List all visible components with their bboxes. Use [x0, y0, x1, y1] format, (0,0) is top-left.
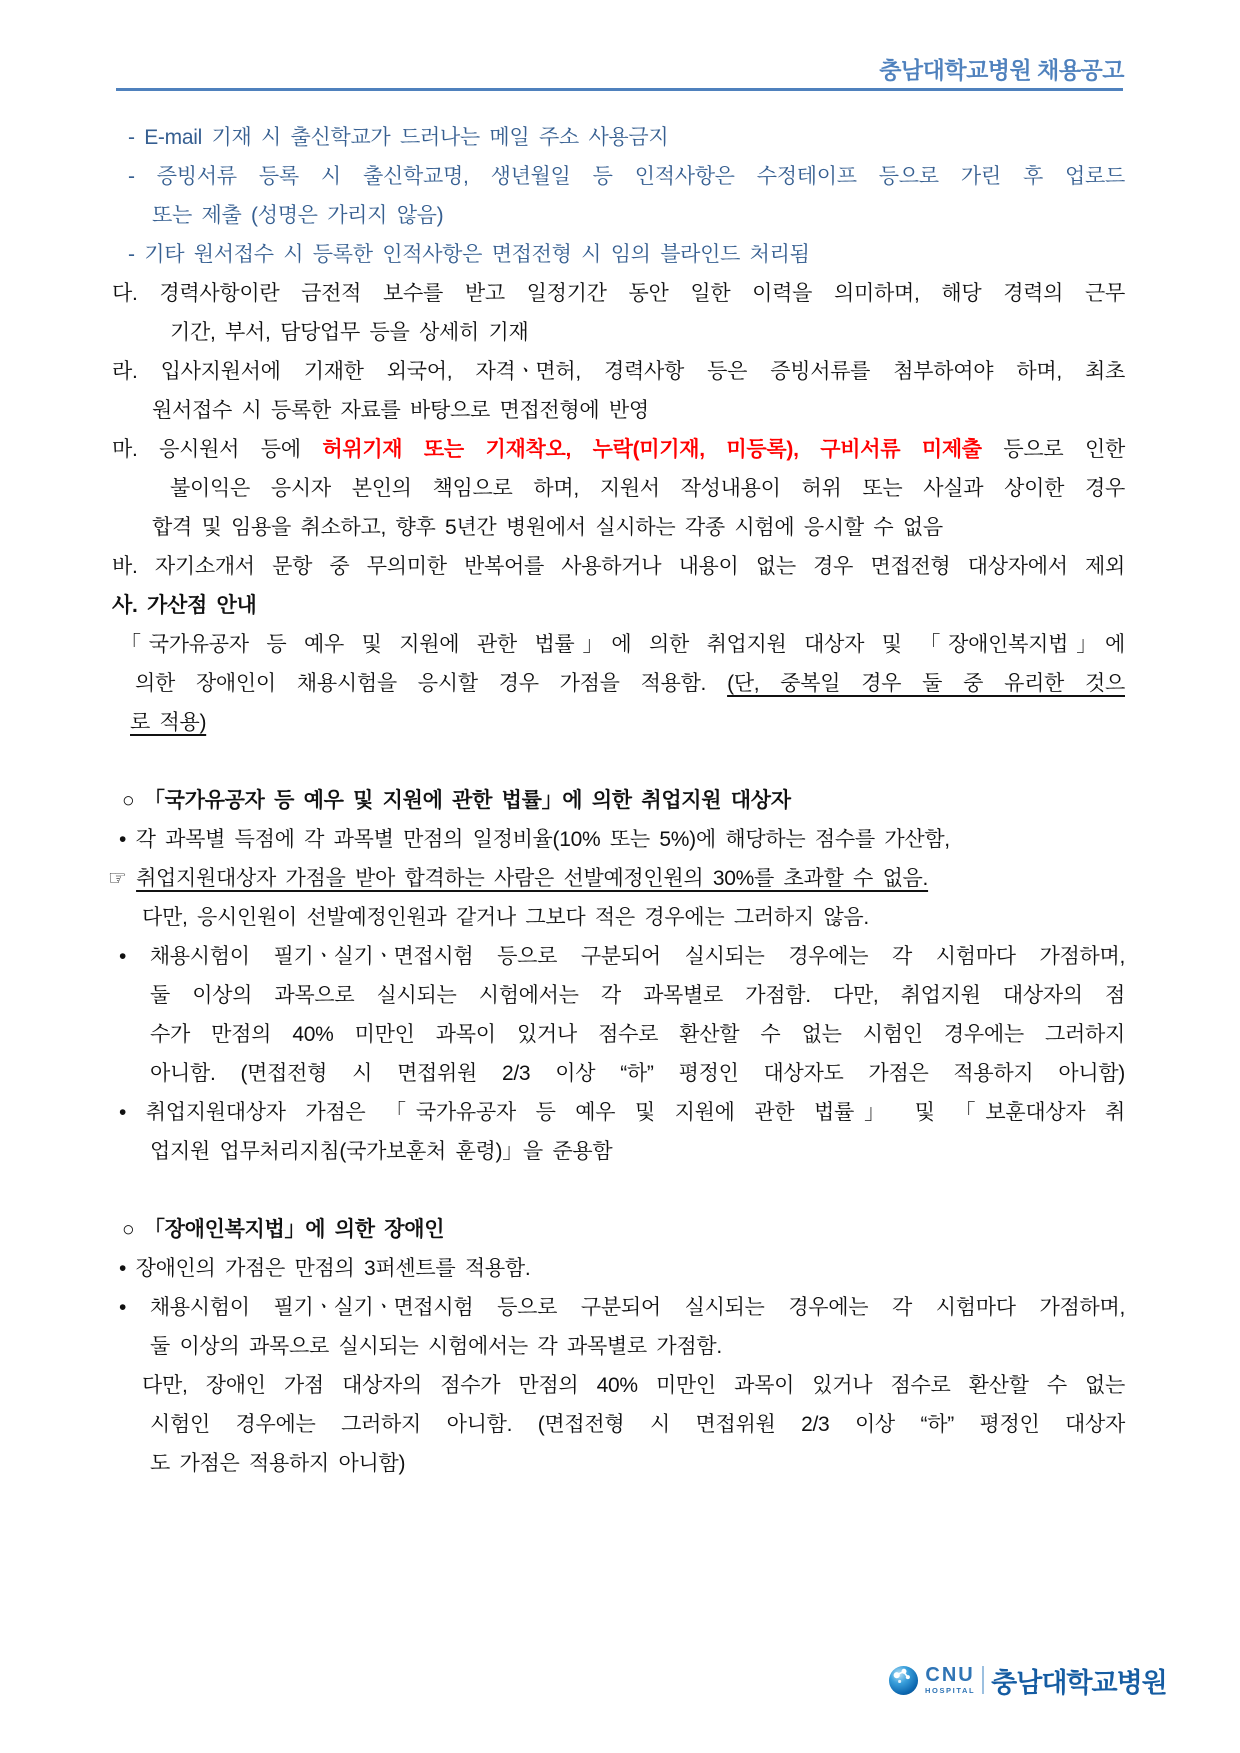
doc-text: 합격 및 임용을 취소하고, 향후 5년간 병원에서 실시하는 각종 시험에 응시할 수 없음 — [152, 516, 943, 539]
doc-line — [0, 235, 1240, 274]
cnu-text-block — [925, 1665, 975, 1695]
doc-line — [0, 1093, 1240, 1132]
doc-line — [0, 469, 1240, 508]
doc-line — [0, 937, 1240, 976]
cnu-abbr-label: CNU — [925, 1664, 975, 1687]
doc-line — [0, 313, 1240, 352]
doc-text: 수가 만점의 40% 미만인 과목이 있거나 점수로 환산할 수 없는 시험인 경우에는 그러하지 — [150, 1023, 1125, 1046]
hospital-name-label: 충남대학교병원 — [991, 1667, 1167, 1698]
doc-line — [0, 586, 1240, 625]
doc-text: • 채용시험이 필기ㆍ실기ㆍ면접시험 등으로 구분되어 실시되는 경우에는 각 시험마다 가점하며, — [119, 945, 1125, 968]
doc-line — [0, 1054, 1240, 1093]
doc-text: - 증빙서류 등록 시 출신학교명, 생년월일 등 인적사항은 수정테이프 등으로 가린 후 업로드 — [128, 165, 1125, 188]
doc-line — [0, 1132, 1240, 1171]
doc-text: 기간, 부서, 담당업무 등을 상세히 기재 — [170, 321, 529, 344]
doc-text: • 장애인의 가점은 만점의 3퍼센트를 적용함. — [119, 1257, 531, 1280]
doc-text: - E-mail 기재 시 출신학교가 드러나는 메일 주소 사용금지 — [128, 126, 669, 149]
doc-text: 마. 응시원서 등에 — [112, 438, 323, 461]
doc-text: ☞ — [108, 867, 137, 890]
doc-text: ○ 「장애인복지법」에 의한 장애인 — [122, 1218, 445, 1241]
doc-line — [0, 1015, 1240, 1054]
doc-text: • 채용시험이 필기ㆍ실기ㆍ면접시험 등으로 구분되어 실시되는 경우에는 각 시험마다 가점하며, — [119, 1296, 1125, 1319]
doc-line — [0, 1210, 1240, 1249]
doc-line — [0, 1171, 1240, 1210]
doc-text: ○ 「국가유공자 등 예우 및 지원에 관한 법률」에 의한 취업지원 대상자 — [122, 789, 791, 812]
doc-line — [0, 1366, 1240, 1405]
doc-line — [0, 664, 1240, 703]
doc-line — [0, 352, 1240, 391]
doc-text: • 각 과목별 득점에 각 과목별 만점의 일정비율(10% 또는 5%)에 해당하는 점수를 가산함, — [119, 828, 950, 851]
doc-text: 아니함. (면접전형 시 면접위원 2/3 이상 “하” 평정인 대상자도 가점은 적용하지 아니함) — [150, 1062, 1125, 1085]
doc-text: 사. 가산점 안내 — [112, 594, 257, 617]
doc-line — [0, 1327, 1240, 1366]
doc-line — [0, 1288, 1240, 1327]
doc-line — [0, 898, 1240, 937]
doc-line — [0, 391, 1240, 430]
document-body — [0, 118, 1240, 1483]
doc-text: 바. 자기소개서 문항 중 무의미한 반복어를 사용하거나 내용이 없는 경우 면접전형 대상자에서 제외 — [112, 555, 1125, 578]
doc-text: 「국가유공자 등 예우 및 지원에 관한 법률」에 의한 취업지원 대상자 및 「장애인복지법」에 — [120, 633, 1125, 656]
doc-text: 다. 경력사항이란 금전적 보수를 받고 일정기간 동안 일한 이력을 의미하며, 해당 경력의 근무 — [112, 282, 1125, 305]
doc-text: 둘 이상의 과목으로 실시되는 시험에서는 각 과목별로 가점함. — [150, 1335, 722, 1358]
doc-line — [0, 118, 1240, 157]
doc-line — [0, 625, 1240, 664]
doc-text: 업지원 업무처리지침(국가보훈처 훈령)」을 준용함 — [150, 1140, 613, 1163]
cnu-hospital-label: HOSPITAL — [925, 1686, 976, 1696]
doc-line — [0, 976, 1240, 1015]
underlined-text: (단, 중복일 경우 둘 중 유리한 것으 — [727, 672, 1125, 695]
underlined-text: 로 적용) — [130, 711, 207, 734]
doc-line — [0, 1405, 1240, 1444]
doc-line — [0, 274, 1240, 313]
doc-text: 원서접수 시 등록한 자료를 바탕으로 면접전형에 반영 — [152, 399, 649, 422]
doc-text: 의한 장애인이 채용시험을 응시할 경우 가점을 적용함. — [135, 672, 728, 695]
doc-line — [0, 742, 1240, 781]
header-rule — [116, 88, 1123, 91]
doc-text: 다만, 장애인 가점 대상자의 점수가 만점의 40% 미만인 과목이 있거나 점수로 환산할 수 없는 — [142, 1374, 1125, 1397]
doc-line — [0, 547, 1240, 586]
cnu-globe-icon — [888, 1665, 919, 1696]
doc-text: 시험인 경우에는 그러하지 아니함. (면접전형 시 면접위원 2/3 이상 “하” 평정인 대상자 — [150, 1413, 1125, 1436]
doc-text: 둘 이상의 과목으로 실시되는 시험에서는 각 과목별로 가점함. 다만, 취업지원 대상자의 점 — [150, 984, 1125, 1007]
page-title: 충남대학교병원 채용공고 — [879, 57, 1124, 83]
logo-separator — [982, 1666, 984, 1694]
doc-line — [0, 820, 1240, 859]
doc-text: 등으로 인한 — [981, 438, 1125, 461]
doc-line — [0, 1249, 1240, 1288]
doc-text: 도 가점은 적용하지 아니함) — [150, 1452, 406, 1475]
doc-line — [0, 196, 1240, 235]
footer-logo — [888, 1663, 1167, 1697]
doc-line — [0, 781, 1240, 820]
doc-text: 다만, 응시인원이 선발예정인원과 같거나 그보다 적은 경우에는 그러하지 않음. — [142, 906, 869, 929]
doc-line — [0, 157, 1240, 196]
doc-text: 불이익은 응시자 본인의 책임으로 하며, 지원서 작성내용이 허위 또는 사실과 상이한 경우 — [170, 477, 1125, 500]
doc-line — [0, 508, 1240, 547]
doc-text: - 기타 원서접수 시 등록한 인적사항은 면접전형 시 임의 블라인드 처리됨 — [128, 243, 810, 266]
underlined-text: 취업지원대상자 가점을 받아 합격하는 사람은 선발예정인원의 30%를 초과할 수 없음. — [136, 867, 929, 890]
doc-line — [0, 703, 1240, 742]
doc-line — [0, 1444, 1240, 1483]
doc-line — [0, 859, 1240, 898]
doc-line — [0, 430, 1240, 469]
doc-text: 라. 입사지원서에 기재한 외국어, 자격ㆍ면허, 경력사항 등은 증빙서류를 첨부하여야 하며, 최초 — [112, 360, 1125, 383]
doc-text: 또는 제출 (성명은 가리지 않음) — [152, 204, 444, 227]
highlight-red-text: 허위기재 또는 기재착오, 누락(미기재, 미등록), 구비서류 미제출 — [322, 438, 982, 461]
doc-text: • 취업지원대상자 가점은 「국가유공자 등 예우 및 지원에 관한 법률」 및 「보훈대상자 취 — [119, 1101, 1125, 1124]
